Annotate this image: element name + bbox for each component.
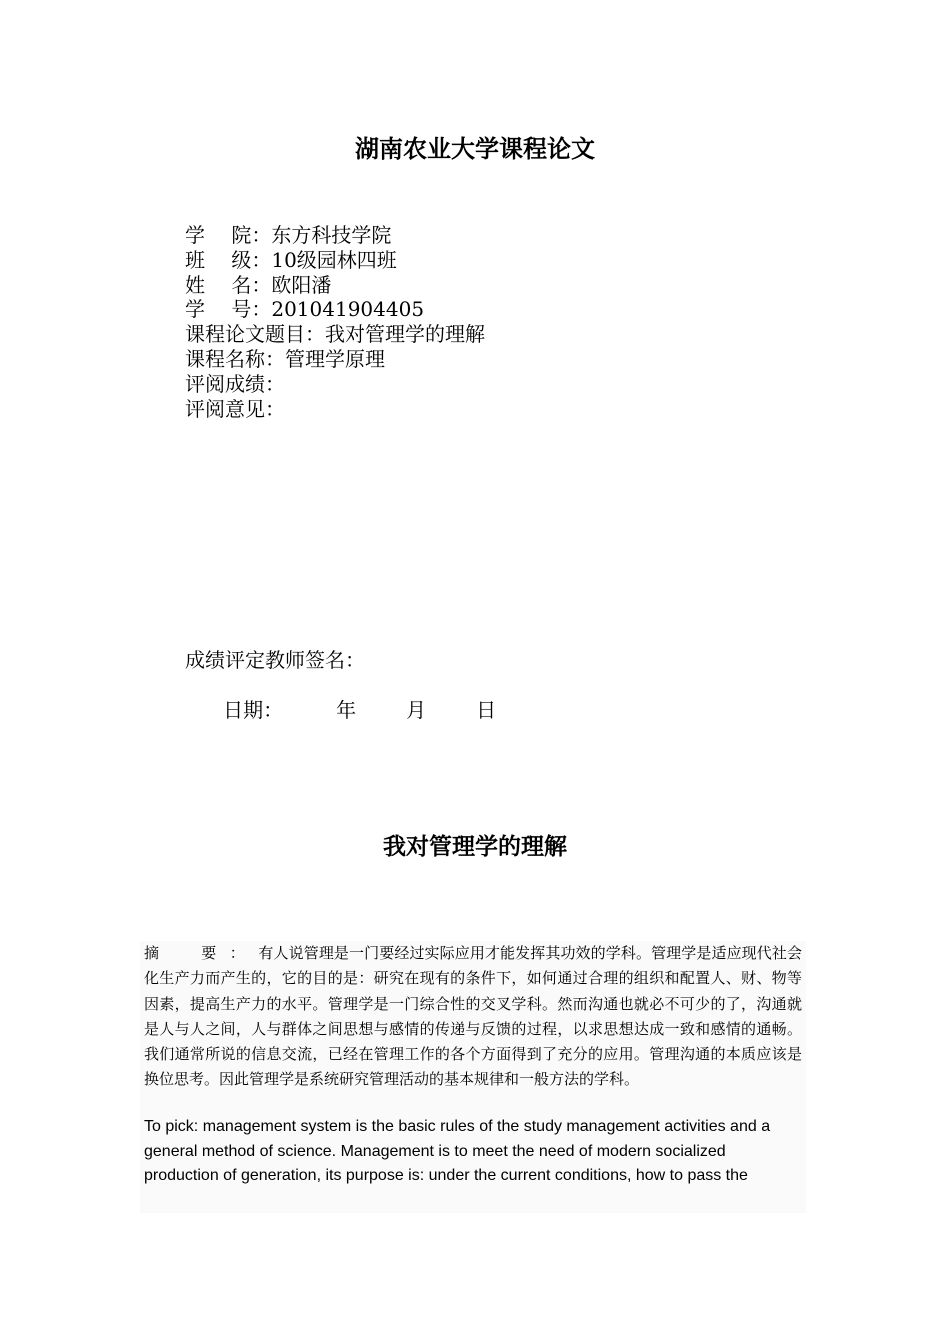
signature-block	[185, 648, 496, 748]
info-line-college: 学 院：东方科技学院	[185, 223, 392, 247]
paper-title: 我对管理学的理解	[383, 834, 567, 860]
info-line-comments: 评阅意见：	[185, 396, 285, 421]
abstract-section	[140, 941, 806, 1213]
abstract-english: To pick: management system is the basic rules of the study management activities and a general method of science. Management is to meet the need of modern socialized production of generation, its purpose is: under the current conditions, how to pass the	[144, 1117, 771, 1185]
info-line-student-id: 学 号：201041904405	[185, 297, 425, 322]
abstract-chinese	[140, 941, 806, 1093]
teacher-signature-label: 成绩评定教师签名：	[185, 648, 365, 672]
info-line-course-name: 课程名称：管理学原理	[185, 346, 385, 371]
abstract-label: 摘 要：	[144, 944, 259, 962]
info-line-class: 班 级：10级园林四班	[185, 247, 397, 272]
cover-title: 湖南农业大学课程论文	[355, 135, 595, 163]
info-line-paper-topic: 课程论文题目：我对管理学的理解	[185, 322, 485, 347]
info-line-grade: 评阅成绩：	[185, 371, 285, 396]
info-line-name: 姓 名：欧阳潘	[185, 272, 332, 297]
cover-info-block	[185, 223, 485, 421]
date-year: 年	[336, 698, 357, 722]
date-line	[185, 673, 496, 748]
date-day: 日	[476, 698, 497, 722]
date-label: 日期：	[223, 698, 284, 722]
abstract-chinese-text: 有人说管理是一门要经过实际应用才能发挥其功效的学科。管理学是适应现代社会化生产力而产生的，它的目的是：研究在现有的条件下，如何通过合理的组织和配置人、财、物等因素，提高生产力的水平。管理学是一门综合性的交叉学科。然而沟通也就必不可少的了，沟通就是人与人之间，人与群体之间思想与感情的传递与反馈的过程，以求思想达成一致和感情的通畅。我们通常所说的信息交流，已经在管理工作的各个方面得到了充分的应用。管理沟通的本质应该是换位思考。因此管理学是系统研究管理活动的基本规律和一般方法的学科。	[144, 944, 802, 1089]
date-month: 月	[406, 698, 427, 722]
